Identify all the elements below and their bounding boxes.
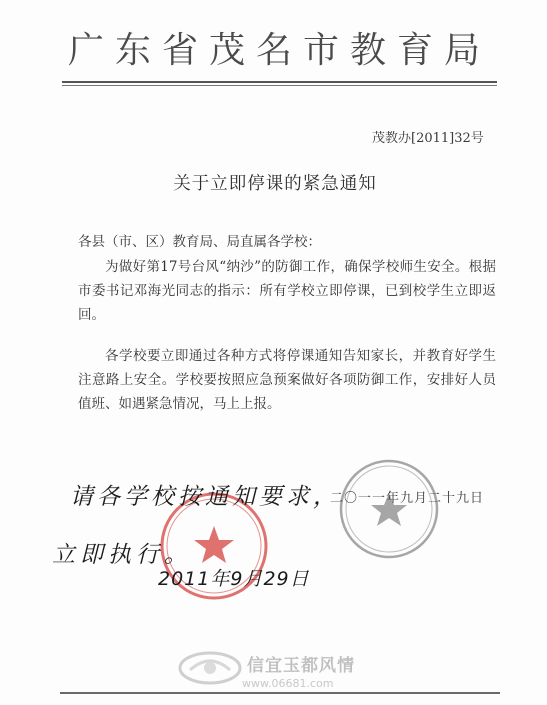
document-number: 茂教办[2011]32号	[372, 131, 484, 146]
watermark-url: www.06681.com	[242, 677, 334, 690]
printed-date: 二〇一一年九月二十九日	[330, 491, 485, 506]
seal-star-icon	[194, 526, 234, 563]
paragraph-2: 各学校要立即通过各种方式将停课通知告知家长，并教育好学生注意路上安全。学校要按照应急预案做好各项防御工作，安排好人员值班、如遇紧急情况，马上上报。	[78, 348, 496, 412]
handwritten-instruction-line1: 请各学校按通知要求，	[70, 484, 340, 510]
handwritten-date: 2011年9月29日	[158, 568, 310, 590]
watermark-site-name: 信宜玉都风情	[247, 656, 355, 676]
paragraph-1: 为做好第17号台风“纳沙”的防御工作，确保学校师生安全。根据市委书记邓海光同志的指示：所有学校立即停课，已到校学生立即返回。	[78, 259, 496, 323]
gray-office-seal	[337, 457, 441, 561]
addressee: 各县（市、区）教育局、局直属各学校：	[78, 234, 321, 250]
letterhead-title: 广东省茂名市教育局	[68, 30, 492, 71]
letterhead-rule-thin	[62, 85, 497, 86]
bottom-rule	[60, 692, 500, 694]
handwritten-instruction-line2: 立即执行。	[52, 542, 192, 568]
document-title: 关于立即停课的紧急通知	[173, 174, 377, 194]
letterhead-rule-thick	[62, 81, 497, 83]
